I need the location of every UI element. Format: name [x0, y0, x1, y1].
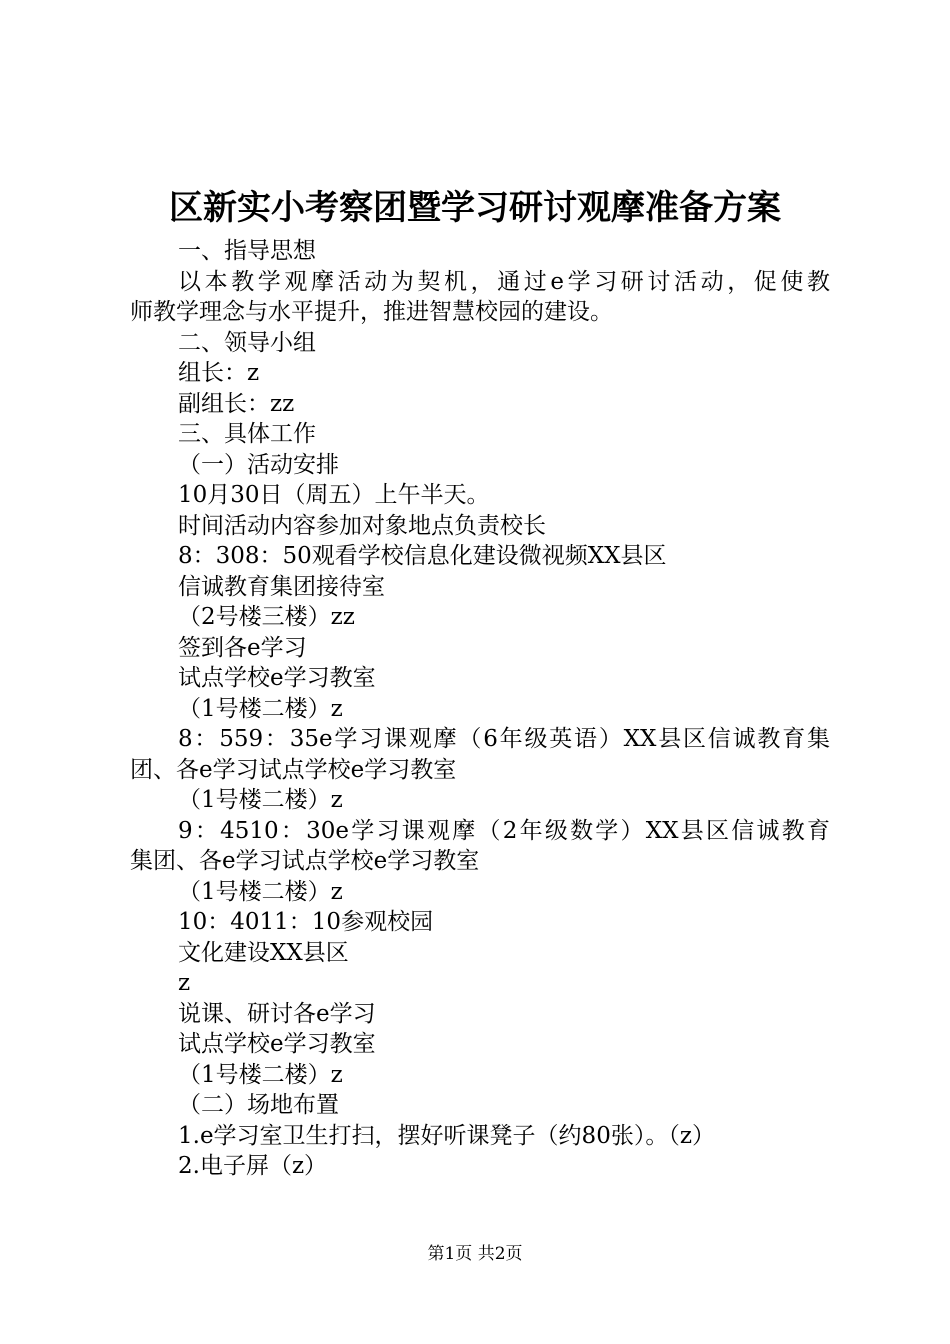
- document-body: [130, 236, 830, 1182]
- paragraph-line: （1号楼二楼）z: [178, 787, 343, 813]
- section-heading-guiding-thought: 一、指导思想: [178, 238, 316, 264]
- paragraph-line: 信诚教育集团接待室: [178, 573, 385, 600]
- paragraph-line: 团、各e学习试点学校e学习教室: [130, 756, 457, 783]
- paragraph-line: 以本教学观摩活动为契机，通过e学习研讨活动，促使教: [178, 268, 830, 295]
- paragraph-line: 说课、研讨各e学习: [178, 1000, 376, 1027]
- paragraph-line: （2号楼三楼）zz: [178, 604, 355, 630]
- paragraph-line: 9：4510：30e学习课观摩（2年级数学）XX县区信诚教育: [178, 817, 830, 844]
- paragraph-line: 集团、各e学习试点学校e学习教室: [130, 848, 480, 874]
- paragraph-line: 10：4011：10参观校园: [178, 909, 434, 935]
- paragraph-line: 文化建设XX县区: [178, 939, 349, 966]
- paragraph-line: 8：559：35e学习课观摩（6年级英语）XX县区信诚教育集: [178, 726, 830, 752]
- paragraph-line: 时间活动内容参加对象地点负责校长: [178, 512, 546, 539]
- paragraph-line: 组长：z: [178, 360, 260, 386]
- paragraph-line: （1号楼二楼）z: [178, 695, 343, 722]
- paragraph-line: 签到各e学习: [178, 634, 307, 661]
- paragraph-line: 师教学理念与水平提升，推进智慧校园的建设。: [130, 299, 613, 325]
- paragraph-line: 试点学校e学习教室: [178, 1031, 376, 1057]
- paragraph-line: 8：308：50观看学校信息化建设微视频XX县区: [178, 543, 667, 569]
- paragraph-line: （1号楼二楼）z: [178, 1061, 343, 1088]
- paragraph-line: 10月30日（周五）上午半天。: [178, 482, 490, 508]
- section-heading-leadership-group: 二、领导小组: [178, 329, 316, 356]
- subsection-heading-venue-setup: （二）场地布置: [178, 1092, 339, 1118]
- paragraph-line: 试点学校e学习教室: [178, 665, 376, 691]
- paragraph-line: z: [178, 970, 191, 996]
- paragraph-line: 2.电子屏（z）: [178, 1153, 328, 1179]
- document-title: 区新实小考察团暨学习研讨观摩准备方案: [169, 188, 781, 228]
- page-footer: 第1页 共2页: [427, 1244, 523, 1264]
- subsection-heading-activity-schedule: （一）活动安排: [178, 451, 339, 478]
- section-heading-specific-work: 三、具体工作: [178, 421, 316, 447]
- paragraph-line: 副组长：zz: [178, 390, 295, 417]
- paragraph-line: （1号楼二楼）z: [178, 878, 343, 905]
- paragraph-line: 1.e学习室卫生打扫，摆好听课凳子（约80张）。（z）: [178, 1122, 715, 1149]
